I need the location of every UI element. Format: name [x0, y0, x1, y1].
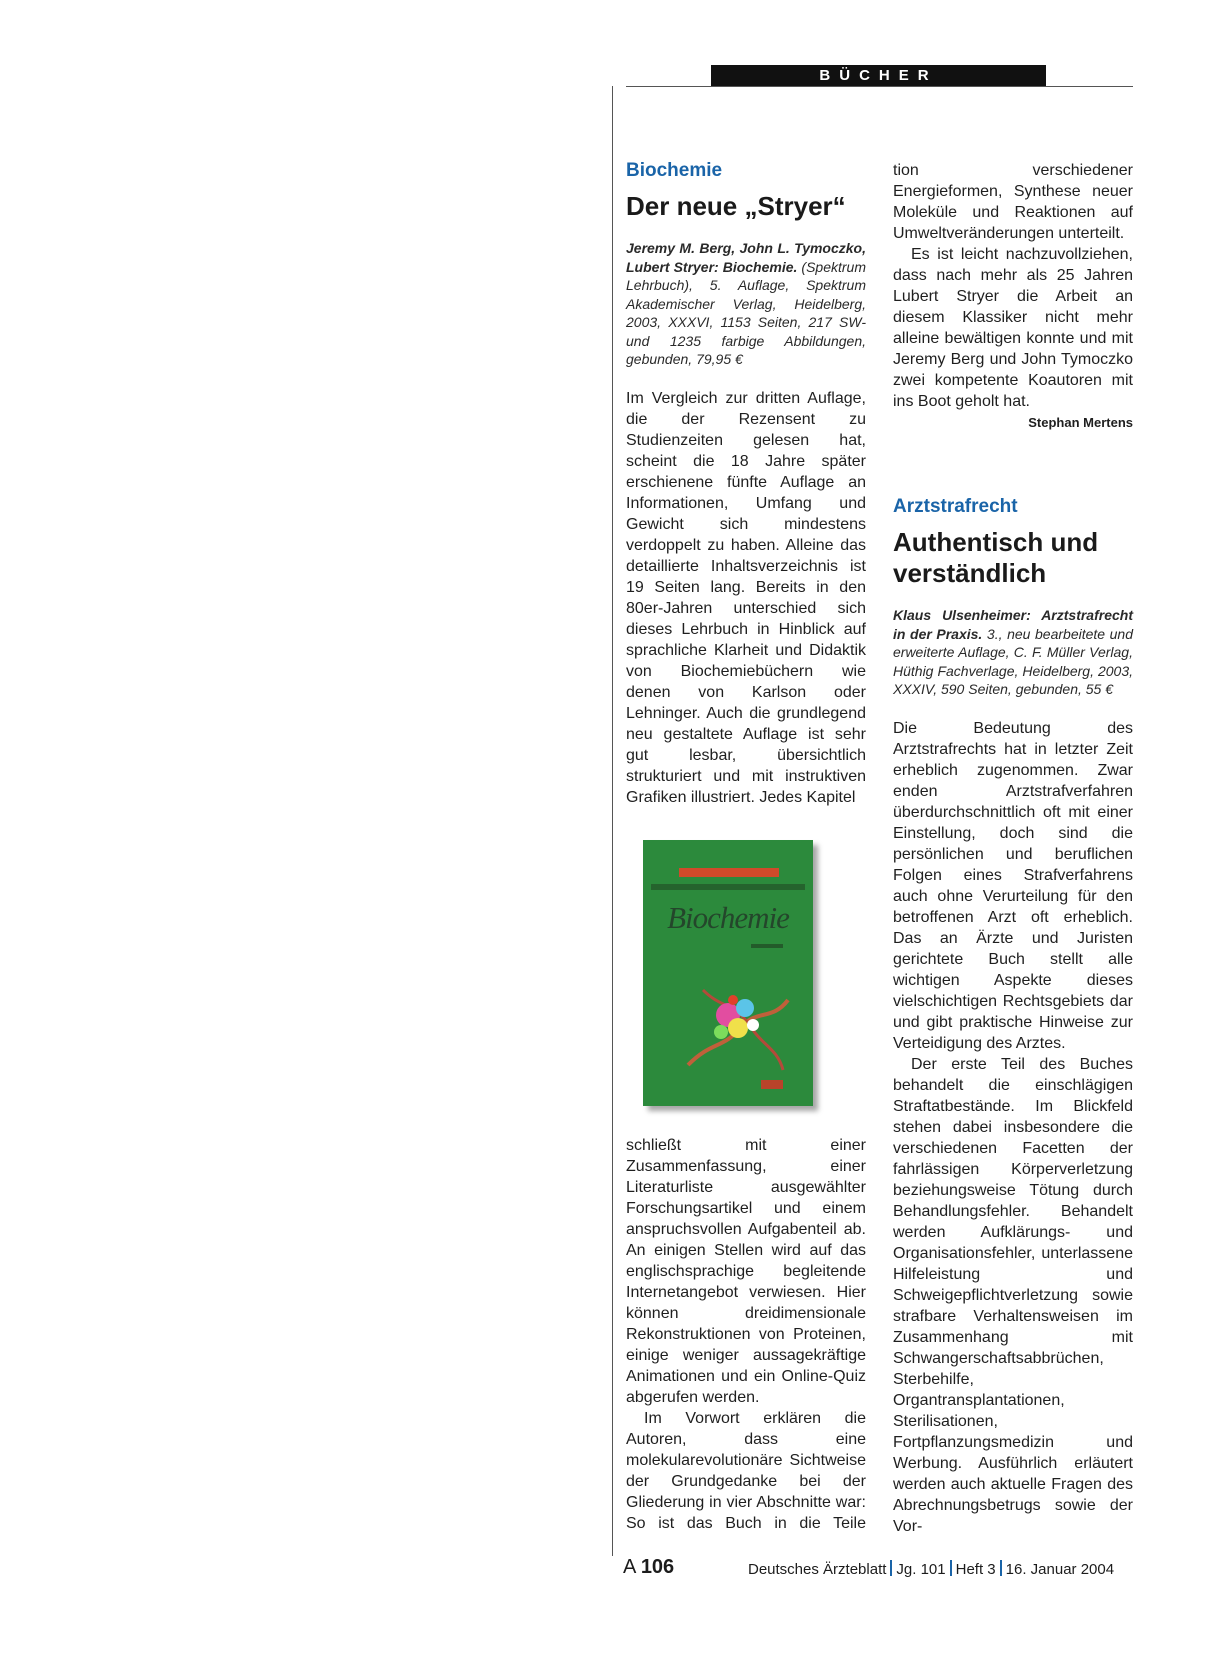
journal-volume: Jg. 101	[896, 1561, 946, 1578]
journal-footer	[748, 1560, 1114, 1578]
book-details: 3., neu bearbeitete und erweiterte Auflage, C. F. Müller Verlag, Hüthig Fachverlage, Heidelberg, 2003, XXXIV, 590 Seiten, gebunden, 55 €	[893, 625, 1134, 697]
footer-separator	[890, 1560, 892, 1576]
book-details: (Spektrum Lehrbuch), 5. Auflage, Spektrum Akademischer Verlag, Heidelberg, 2003, XXXVI, 1153 Seiten, 217 SW- und 1235 farbige Abbildungen, gebunden, 79,95 €	[626, 258, 866, 367]
header-rule	[626, 86, 1133, 87]
review-biochemie	[626, 160, 866, 808]
review-biochemie-continued	[626, 1135, 866, 1534]
body-paragraph: Die Bedeutung des Arztstrafrechts hat in letzter Zeit erheblich zugenommen. Zwar enden Arztstrafverfahren überdurchschnittlich oft mit einer Einstellung, doch sind die persönlichen und beruflichen Folgen eines Strafverfahrens auch ohne Verurteilung für den betroffenen Arzt oft erheblich. Das an Ärzte und Juristen gerichtete Buch stellt alle wichtigen Aspekte dieses vielschichtigen Rechtsgebiets dar und gibt praktische Hinweise zur Verteidigung des Arztes.	[893, 719, 1133, 1052]
headline: Der neue „Stryer“	[626, 191, 846, 221]
page-number	[623, 1556, 674, 1579]
cover-molecule-illustration	[683, 970, 793, 1080]
rubric: Arztstrafrecht	[893, 496, 1018, 517]
footer-separator	[950, 1560, 952, 1576]
rubric: Biochemie	[626, 160, 723, 181]
page-prefix: A	[623, 1556, 636, 1578]
body-paragraph: schließt mit einer Zusammenfassung, einer Literaturliste ausgewählter Forschungsartikel und einem anspruchsvollen Aufgabenteil ab. An einigen Stellen wird auf das englischsprachige begleitende Internetangebot verwiesen. Hier können dreidimensionale Rekonstruktionen von Proteinen, einige weniger aussagekräftige Animationen und ein Online-Quiz abgerufen werden.	[626, 1137, 866, 1406]
book-reference	[893, 606, 1133, 699]
book-cover-image	[643, 840, 813, 1106]
body-paragraph: Im Vorwort erklären die Autoren, dass eine molekularevolutionäre Sichtweise der Grundgedanke bei der Gliederung in vier Abschnitte war: So ist das Buch in die Teile	[626, 1410, 866, 1532]
cover-edition	[751, 944, 783, 948]
book-authors-title: Klaus Ulsenheimer: Arztstrafrecht in der Praxis.	[893, 607, 1133, 642]
body-paragraph: Im Vergleich zur dritten Auflage, die der Rezensent zu Studienzeiten gelesen hat, scheint die 18 Jahre später erschienene fünfte Auflage an Informationen, Umfang und Gewicht sich mindestens verdoppelt zu haben. Alleine das detaillierte Inhaltsverzeichnis ist 19 Seiten lang. Bereits in den 80er-Jahren unterschied sich dieses Lehrbuch in Hinblick auf sprachliche Klarheit und Didaktik von Biochemiebüchern wie denen von Karlson oder Lehninger. Auch die grundlegend neu gestaltete Auflage ist sehr gut lesbar, übersichtlich strukturiert und mit instruktiven Grafiken illustriert. Jedes Kapitel	[626, 389, 866, 806]
headline: Authentisch und verständlich	[893, 527, 1099, 588]
reviewer-signature: Stephan Mertens	[1028, 415, 1133, 430]
cover-publisher-logo	[761, 1080, 783, 1089]
cover-authors	[651, 884, 805, 890]
review-biochemie-end	[893, 160, 1133, 430]
section-header: BÜCHER	[711, 65, 1046, 86]
cover-title: Biochemie	[667, 900, 789, 935]
book-authors-title: Jeremy M. Berg, John L. Tymoczko, Lubert Stryer: Biochemie.	[626, 240, 866, 275]
footer-separator	[1000, 1560, 1002, 1576]
journal-date: 16. Januar 2004	[1005, 1561, 1115, 1578]
column-rule	[612, 86, 613, 1556]
cover-series-label	[679, 868, 779, 877]
body-paragraph: Der erste Teil des Buches behandelt die einschlägigen Straftatbestände. Im Blickfeld stehen dabei insbesondere die verschiedenen Facetten der fahrlässigen Körperverletzung beziehungsweise Tötung durch Behandlungsfehler. Behandelt werden Aufklärungs- und Organisationsfehler, unterlassene Hilfeleistung und Schweigepflichtverletzung sowie strafbare Verhaltensweisen im Zusammenhang mit Schwangerschaftsabbrüchen, Sterbehilfe, Organtransplantationen, Sterilisationen, Fortpflanzungsmedizin und Werbung. Ausführlich erläutert werden auch aktuelle Fragen des Abrechnungsbetrugs sowie der Vor-	[893, 1055, 1133, 1535]
body-paragraph	[893, 244, 1133, 430]
review-arztstrafrecht	[893, 496, 1133, 1537]
journal-name: Deutsches Ärzteblatt	[748, 1561, 887, 1578]
body-text: Es ist leicht nachzuvollziehen, dass nach mehr als 25 Jahren Lubert Stryer die Arbeit an diesem Klassiker nicht mehr alleine bewältigen konnte und mit Jeremy Berg und John Tymoczko zwei kompetente Koautoren mit ins Boot geholt hat.	[893, 246, 1133, 410]
book-reference	[626, 239, 866, 369]
page-number-value: 106	[640, 1556, 675, 1578]
journal-issue: Heft 3	[955, 1561, 996, 1578]
body-paragraph: tion verschiedener Energieformen, Synthese neuer Moleküle und Reaktionen auf Umweltveränderungen unterteilt.	[893, 162, 1133, 242]
